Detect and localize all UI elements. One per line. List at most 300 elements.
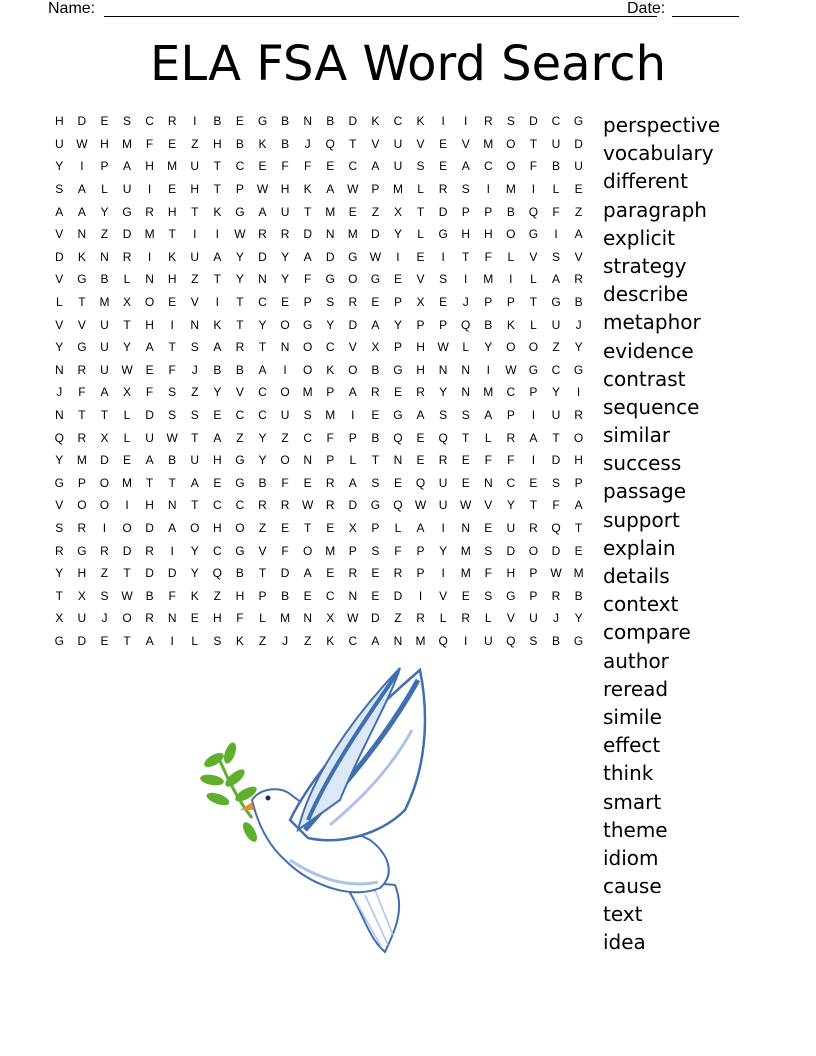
grid-letter[interactable]: B — [168, 453, 177, 468]
grid-letter[interactable]: E — [145, 362, 154, 377]
grid-letter[interactable]: Y — [552, 385, 561, 400]
grid-letter[interactable]: D — [529, 114, 538, 129]
grid-letter[interactable]: H — [145, 498, 154, 513]
grid-letter[interactable]: U — [506, 520, 516, 535]
grid-letter[interactable]: A — [574, 227, 583, 242]
grid-letter[interactable]: C — [213, 543, 222, 558]
grid-letter[interactable]: Q — [438, 633, 448, 648]
grid-letter[interactable]: R — [54, 543, 64, 558]
grid-letter[interactable]: T — [529, 136, 538, 151]
grid-letter[interactable]: I — [170, 633, 174, 648]
grid-letter[interactable]: A — [55, 204, 64, 219]
grid-letter[interactable]: L — [123, 408, 131, 423]
grid-letter[interactable]: N — [145, 272, 154, 287]
grid-letter[interactable]: L — [123, 272, 131, 287]
grid-letter[interactable]: C — [213, 498, 222, 513]
grid-letter[interactable]: S — [213, 633, 222, 648]
grid-letter[interactable]: T — [236, 317, 244, 332]
grid-letter[interactable]: A — [461, 159, 470, 174]
grid-letter[interactable]: H — [213, 611, 222, 626]
grid-letter[interactable]: R — [393, 566, 403, 581]
grid-letter[interactable]: T — [191, 204, 199, 219]
grid-letter[interactable]: B — [145, 588, 154, 603]
grid-letter[interactable]: E — [213, 408, 222, 423]
grid-letter[interactable]: B — [258, 475, 267, 490]
grid-letter[interactable]: E — [303, 588, 312, 603]
grid-letter[interactable]: O — [302, 362, 313, 377]
grid-letter[interactable]: Y — [281, 249, 290, 264]
grid-letter[interactable]: W — [550, 566, 562, 581]
grid-letter[interactable]: Y — [258, 317, 267, 332]
grid-letter[interactable]: H — [77, 566, 87, 581]
grid-letter[interactable]: P — [484, 295, 493, 310]
grid-letter[interactable]: I — [464, 272, 468, 287]
grid-letter[interactable]: P — [371, 182, 380, 197]
grid-letter[interactable]: Q — [528, 204, 539, 219]
grid-letter[interactable]: M — [347, 227, 358, 242]
grid-letter[interactable]: E — [326, 520, 335, 535]
grid-letter[interactable]: R — [348, 566, 358, 581]
grid-letter[interactable]: G — [551, 295, 561, 310]
grid-letter[interactable]: N — [461, 385, 471, 400]
grid-letter[interactable]: H — [416, 362, 425, 377]
grid-letter[interactable]: R — [167, 114, 177, 129]
grid-letter[interactable]: R — [461, 611, 471, 626]
grid-letter[interactable]: E — [168, 136, 177, 151]
grid-letter[interactable]: D — [100, 453, 109, 468]
grid-letter[interactable]: O — [235, 520, 245, 535]
grid-letter[interactable]: N — [303, 611, 312, 626]
grid-letter[interactable]: E — [461, 453, 470, 468]
grid-letter[interactable]: N — [393, 453, 403, 468]
grid-letter[interactable]: E — [100, 114, 109, 129]
grid-letter[interactable]: L — [439, 611, 447, 626]
grid-letter[interactable]: T — [236, 295, 244, 310]
grid-letter[interactable]: M — [280, 611, 291, 626]
grid-letter[interactable]: W — [414, 498, 427, 513]
grid-letter[interactable]: I — [215, 227, 219, 242]
grid-letter[interactable]: I — [441, 249, 445, 264]
grid-letter[interactable]: H — [54, 114, 64, 129]
grid-letter[interactable]: B — [371, 362, 380, 377]
grid-letter[interactable]: D — [54, 249, 64, 264]
grid-letter[interactable]: G — [528, 227, 539, 242]
grid-letter[interactable]: R — [77, 362, 87, 377]
grid-letter[interactable]: A — [574, 498, 583, 513]
grid-letter[interactable]: T — [213, 182, 221, 197]
grid-letter[interactable]: A — [213, 249, 222, 264]
grid-letter[interactable]: U — [190, 453, 200, 468]
grid-letter[interactable]: T — [258, 340, 267, 355]
grid-letter[interactable]: F — [394, 543, 402, 558]
grid-letter[interactable]: S — [100, 588, 109, 603]
grid-letter[interactable]: N — [167, 611, 177, 626]
grid-letter[interactable]: C — [258, 385, 267, 400]
grid-letter[interactable]: E — [416, 453, 425, 468]
grid-letter[interactable]: G — [573, 633, 584, 648]
grid-letter[interactable]: K — [506, 317, 515, 332]
grid-letter[interactable]: W — [369, 249, 382, 264]
grid-letter[interactable]: A — [190, 475, 199, 490]
grid-letter[interactable]: R — [574, 272, 583, 287]
grid-letter[interactable]: A — [416, 408, 425, 423]
grid-letter[interactable]: J — [191, 362, 198, 377]
grid-letter[interactable]: Y — [393, 227, 402, 242]
grid-letter[interactable]: V — [416, 272, 425, 287]
grid-letter[interactable]: L — [417, 182, 424, 197]
grid-letter[interactable]: A — [258, 362, 267, 377]
grid-letter[interactable]: F — [326, 430, 334, 445]
grid-letter[interactable]: G — [370, 498, 381, 513]
grid-letter[interactable]: G — [77, 272, 87, 287]
grid-letter[interactable]: X — [371, 340, 380, 355]
grid-letter[interactable]: C — [348, 159, 358, 174]
grid-letter[interactable]: C — [235, 408, 245, 423]
grid-letter[interactable]: S — [190, 340, 199, 355]
grid-letter[interactable]: G — [235, 453, 245, 468]
grid-letter[interactable]: Q — [212, 566, 222, 581]
grid-letter[interactable]: A — [348, 385, 357, 400]
grid-letter[interactable]: E — [303, 475, 312, 490]
grid-letter[interactable]: O — [573, 430, 584, 445]
grid-letter[interactable]: D — [348, 114, 358, 129]
grid-letter[interactable]: I — [80, 159, 84, 174]
grid-letter[interactable]: I — [102, 520, 107, 535]
grid-letter[interactable]: I — [486, 182, 490, 197]
grid-letter[interactable]: Z — [394, 611, 402, 626]
grid-letter[interactable]: F — [168, 588, 176, 603]
grid-letter[interactable]: C — [325, 340, 335, 355]
grid-letter[interactable]: L — [349, 453, 357, 468]
grid-letter[interactable]: N — [54, 362, 64, 377]
grid-letter[interactable]: E — [439, 295, 448, 310]
grid-letter[interactable]: Z — [574, 204, 583, 219]
grid-letter[interactable]: H — [213, 453, 222, 468]
grid-letter[interactable]: N — [348, 588, 358, 603]
grid-letter[interactable]: U — [551, 317, 561, 332]
grid-letter[interactable]: R — [348, 295, 358, 310]
grid-letter[interactable]: Z — [213, 588, 221, 603]
grid-letter[interactable]: D — [167, 566, 177, 581]
grid-letter[interactable]: Y — [574, 340, 583, 355]
grid-letter[interactable]: Y — [506, 498, 515, 513]
grid-letter[interactable]: K — [77, 249, 86, 264]
grid-letter[interactable]: T — [168, 475, 176, 490]
grid-letter[interactable]: N — [77, 227, 87, 242]
grid-letter[interactable]: Y — [55, 340, 64, 355]
grid-letter[interactable]: O — [280, 317, 290, 332]
grid-letter[interactable]: H — [416, 340, 425, 355]
grid-letter[interactable]: H — [506, 566, 516, 581]
grid-letter[interactable]: U — [122, 182, 132, 197]
grid-letter[interactable]: A — [168, 520, 177, 535]
grid-letter[interactable]: S — [552, 249, 561, 264]
grid-letter[interactable]: Y — [235, 249, 244, 264]
grid-letter[interactable]: E — [416, 430, 425, 445]
grid-letter[interactable]: J — [282, 633, 289, 648]
grid-letter[interactable]: E — [100, 633, 109, 648]
grid-letter[interactable]: Y — [55, 159, 64, 174]
grid-letter[interactable]: N — [461, 362, 471, 377]
grid-letter[interactable]: W — [166, 430, 178, 445]
grid-letter[interactable]: I — [464, 633, 468, 648]
grid-letter[interactable]: H — [167, 204, 177, 219]
grid-letter[interactable]: A — [371, 317, 380, 332]
grid-letter[interactable]: R — [325, 475, 335, 490]
grid-letter[interactable]: F — [145, 385, 154, 400]
grid-letter[interactable]: U — [574, 159, 583, 174]
grid-letter[interactable]: R — [258, 227, 267, 242]
grid-letter[interactable]: I — [396, 249, 400, 264]
grid-letter[interactable]: B — [213, 114, 222, 129]
grid-letter[interactable]: Q — [506, 633, 516, 648]
grid-letter[interactable]: L — [530, 272, 537, 287]
grid-letter[interactable]: D — [551, 453, 561, 468]
grid-letter[interactable]: M — [483, 136, 494, 151]
grid-letter[interactable]: M — [144, 227, 155, 242]
grid-letter[interactable]: X — [348, 520, 357, 535]
grid-letter[interactable]: Q — [393, 430, 403, 445]
grid-letter[interactable]: L — [552, 182, 560, 197]
grid-letter[interactable]: W — [347, 182, 359, 197]
grid-letter[interactable]: S — [506, 114, 515, 129]
grid-letter[interactable]: I — [441, 566, 445, 581]
grid-letter[interactable]: V — [55, 272, 64, 287]
grid-letter[interactable]: E — [371, 588, 380, 603]
grid-letter[interactable]: P — [416, 317, 425, 332]
grid-letter[interactable]: R — [122, 249, 132, 264]
grid-letter[interactable]: E — [326, 566, 335, 581]
grid-letter[interactable]: A — [552, 272, 561, 287]
grid-letter[interactable]: I — [509, 272, 513, 287]
grid-letter[interactable]: F — [484, 566, 492, 581]
grid-letter[interactable]: U — [145, 430, 154, 445]
grid-letter[interactable]: T — [462, 430, 470, 445]
grid-letter[interactable]: H — [145, 159, 154, 174]
grid-letter[interactable]: W — [76, 136, 88, 151]
grid-letter[interactable]: I — [125, 498, 129, 513]
grid-letter[interactable]: R — [574, 408, 583, 423]
grid-letter[interactable]: Q — [551, 520, 561, 535]
grid-letter[interactable]: U — [190, 159, 200, 174]
grid-letter[interactable]: V — [439, 588, 448, 603]
grid-letter[interactable]: H — [100, 136, 109, 151]
grid-letter[interactable]: M — [325, 408, 336, 423]
grid-letter[interactable]: O — [348, 362, 358, 377]
grid-letter[interactable]: S — [371, 543, 380, 558]
grid-letter[interactable]: E — [393, 475, 402, 490]
grid-letter[interactable]: S — [303, 408, 312, 423]
grid-letter[interactable]: T — [55, 588, 63, 603]
grid-letter[interactable]: R — [483, 114, 493, 129]
grid-letter[interactable]: P — [371, 520, 380, 535]
grid-letter[interactable]: A — [145, 633, 154, 648]
grid-letter[interactable]: N — [280, 340, 290, 355]
grid-letter[interactable]: E — [348, 204, 357, 219]
grid-letter[interactable]: T — [371, 453, 380, 468]
grid-letter[interactable]: S — [439, 272, 448, 287]
grid-letter[interactable]: S — [326, 295, 335, 310]
grid-letter[interactable]: N — [303, 114, 312, 129]
grid-letter[interactable]: G — [302, 317, 313, 332]
grid-letter[interactable]: Y — [258, 453, 267, 468]
grid-letter[interactable]: A — [348, 475, 357, 490]
grid-letter[interactable]: P — [326, 453, 335, 468]
grid-letter[interactable]: S — [529, 633, 538, 648]
grid-letter[interactable]: M — [573, 566, 584, 581]
grid-letter[interactable]: V — [77, 317, 86, 332]
grid-letter[interactable]: F — [303, 159, 312, 174]
grid-letter[interactable]: W — [301, 498, 314, 513]
grid-letter[interactable]: D — [145, 520, 154, 535]
grid-letter[interactable]: A — [484, 408, 493, 423]
grid-letter[interactable]: S — [190, 408, 199, 423]
grid-letter[interactable]: C — [506, 385, 516, 400]
grid-letter[interactable]: X — [77, 588, 86, 603]
grid-letter[interactable]: T — [529, 295, 538, 310]
grid-letter[interactable]: S — [484, 588, 493, 603]
grid-letter[interactable]: X — [326, 611, 335, 626]
grid-letter[interactable]: F — [145, 136, 154, 151]
grid-letter[interactable]: F — [507, 453, 515, 468]
grid-letter[interactable]: P — [506, 408, 515, 423]
grid-letter[interactable]: N — [483, 475, 493, 490]
grid-letter[interactable]: R — [258, 498, 267, 513]
grid-letter[interactable]: Q — [54, 430, 64, 445]
grid-letter[interactable]: E — [439, 159, 448, 174]
grid-letter[interactable]: P — [326, 385, 335, 400]
grid-letter[interactable]: R — [235, 340, 245, 355]
grid-letter[interactable]: C — [235, 498, 245, 513]
grid-letter[interactable]: G — [506, 588, 516, 603]
grid-letter[interactable]: U — [54, 136, 64, 151]
grid-letter[interactable]: T — [145, 475, 154, 490]
grid-letter[interactable]: S — [168, 385, 177, 400]
grid-letter[interactable]: U — [100, 340, 109, 355]
grid-letter[interactable]: O — [528, 543, 539, 558]
grid-letter[interactable]: T — [213, 272, 221, 287]
grid-letter[interactable]: A — [145, 453, 154, 468]
grid-letter[interactable]: A — [77, 182, 86, 197]
grid-letter[interactable]: O — [528, 340, 539, 355]
grid-letter[interactable]: V — [506, 611, 515, 626]
grid-letter[interactable]: F — [78, 385, 86, 400]
grid-letter[interactable]: C — [303, 430, 312, 445]
grid-letter[interactable]: N — [167, 498, 177, 513]
grid-letter[interactable]: D — [348, 317, 358, 332]
grid-letter[interactable]: B — [281, 588, 290, 603]
grid-letter[interactable]: B — [552, 633, 561, 648]
grid-letter[interactable]: U — [551, 136, 561, 151]
grid-letter[interactable]: Y — [190, 566, 199, 581]
grid-letter[interactable]: R — [77, 520, 87, 535]
grid-letter[interactable]: M — [460, 566, 471, 581]
grid-letter[interactable]: Z — [303, 633, 312, 648]
grid-letter[interactable]: Z — [281, 430, 289, 445]
grid-letter[interactable]: G — [235, 475, 245, 490]
grid-letter[interactable]: G — [393, 362, 403, 377]
grid-letter[interactable]: B — [235, 566, 244, 581]
grid-letter[interactable]: P — [439, 317, 448, 332]
grid-letter[interactable]: E — [439, 136, 448, 151]
grid-letter[interactable]: E — [574, 543, 583, 558]
grid-letter[interactable]: T — [123, 566, 131, 581]
grid-letter[interactable]: Q — [461, 317, 471, 332]
grid-letter[interactable]: P — [348, 430, 357, 445]
grid-letter[interactable]: H — [145, 317, 154, 332]
grid-letter[interactable]: R — [77, 430, 87, 445]
grid-letter[interactable]: P — [348, 543, 357, 558]
grid-letter[interactable]: I — [193, 227, 197, 242]
grid-letter[interactable]: I — [170, 543, 174, 558]
grid-letter[interactable]: V — [235, 385, 244, 400]
grid-letter[interactable]: G — [54, 633, 64, 648]
grid-letter[interactable]: I — [215, 295, 219, 310]
grid-letter[interactable]: I — [147, 249, 152, 264]
grid-letter[interactable]: L — [259, 611, 266, 626]
grid-letter[interactable]: M — [392, 182, 403, 197]
grid-letter[interactable]: B — [552, 159, 561, 174]
grid-letter[interactable]: D — [371, 611, 380, 626]
grid-letter[interactable]: L — [191, 633, 199, 648]
grid-letter[interactable]: M — [460, 543, 471, 558]
grid-letter[interactable]: O — [506, 136, 516, 151]
grid-letter[interactable]: T — [303, 204, 312, 219]
grid-letter[interactable]: R — [145, 611, 154, 626]
grid-letter[interactable]: P — [416, 566, 425, 581]
grid-letter[interactable]: Z — [191, 136, 199, 151]
grid-letter[interactable]: Y — [439, 543, 448, 558]
grid-letter[interactable]: I — [283, 362, 287, 377]
grid-letter[interactable]: S — [55, 520, 64, 535]
grid-letter[interactable]: A — [258, 204, 267, 219]
grid-letter[interactable]: N — [190, 317, 200, 332]
grid-letter[interactable]: A — [303, 249, 312, 264]
grid-letter[interactable]: O — [99, 475, 110, 490]
grid-letter[interactable]: J — [56, 385, 63, 400]
grid-letter[interactable]: V — [190, 295, 199, 310]
grid-letter[interactable]: M — [76, 453, 87, 468]
grid-letter[interactable]: U — [529, 611, 538, 626]
grid-letter[interactable]: E — [393, 272, 402, 287]
grid-letter[interactable]: C — [348, 633, 358, 648]
grid-letter[interactable]: W — [437, 340, 449, 355]
grid-letter[interactable]: C — [393, 114, 403, 129]
grid-letter[interactable]: T — [574, 520, 583, 535]
grid-letter[interactable]: O — [506, 340, 516, 355]
grid-letter[interactable]: R — [145, 204, 154, 219]
grid-letter[interactable]: V — [574, 249, 583, 264]
grid-letter[interactable]: P — [484, 204, 493, 219]
grid-letter[interactable]: S — [123, 114, 132, 129]
grid-letter[interactable]: B — [326, 114, 335, 129]
grid-letter[interactable]: T — [123, 317, 131, 332]
grid-letter[interactable]: S — [461, 182, 470, 197]
grid-letter[interactable]: T — [213, 159, 221, 174]
grid-letter[interactable]: M — [483, 272, 494, 287]
grid-letter[interactable]: A — [100, 385, 109, 400]
grid-letter[interactable]: M — [122, 475, 133, 490]
grid-letter[interactable]: O — [348, 272, 358, 287]
grid-letter[interactable]: I — [441, 114, 445, 129]
grid-letter[interactable]: U — [280, 408, 290, 423]
grid-letter[interactable]: Q — [438, 430, 448, 445]
grid-letter[interactable]: X — [416, 295, 425, 310]
grid-letter[interactable]: E — [190, 611, 199, 626]
grid-letter[interactable]: Z — [258, 633, 267, 648]
grid-letter[interactable]: D — [506, 543, 516, 558]
grid-letter[interactable]: Y — [213, 385, 222, 400]
